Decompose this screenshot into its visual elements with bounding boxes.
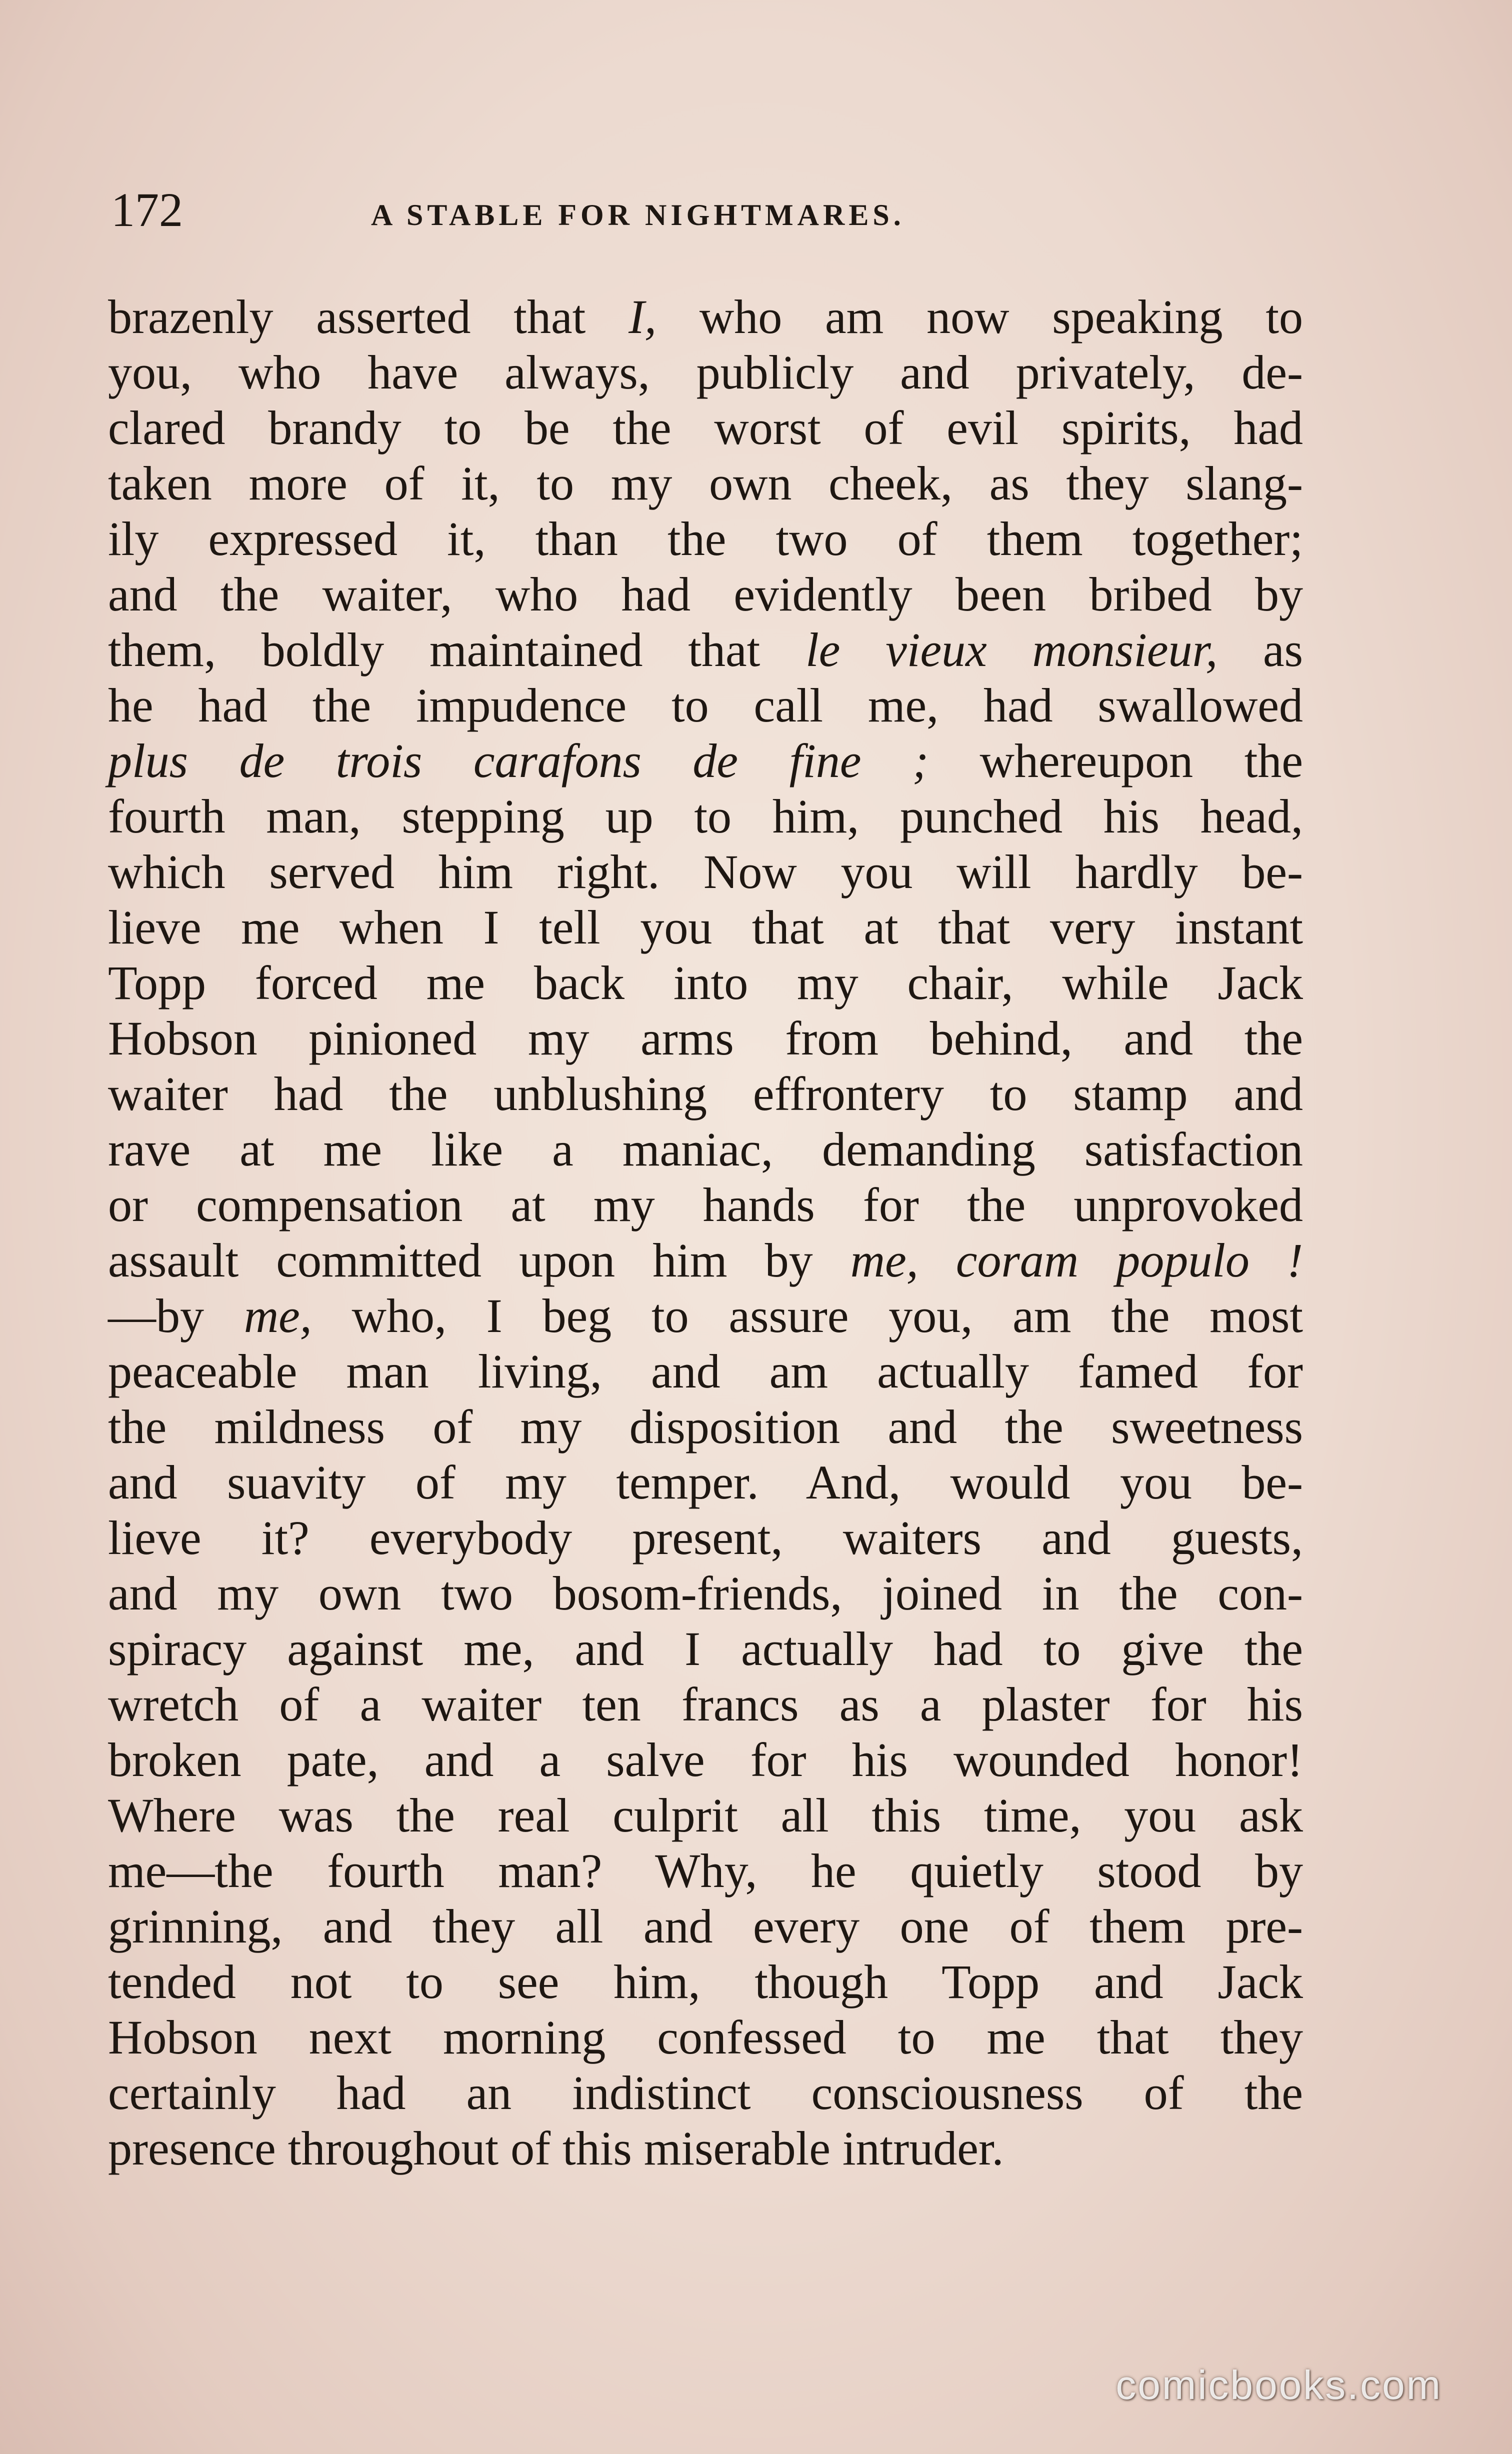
text-line	[108, 1399, 1303, 1454]
text-line	[108, 1676, 1303, 1732]
watermark: comicbooks.com	[1116, 2362, 1442, 2408]
text-segment: Where was the real culprit all this time, you ask	[108, 1788, 1303, 1842]
text-segment: rave at me like a maniac, demanding satisfaction	[108, 1122, 1303, 1176]
text-segment: clared brandy to be the worst of evil spirits, had	[108, 401, 1303, 454]
text-segment: wretch of a waiter ten francs as a plaster for his	[108, 1678, 1303, 1731]
text-segment: and suavity of my temper. And, would you be-	[108, 1456, 1303, 1509]
text-segment: certainly had an indistinct consciousness of the	[108, 2066, 1303, 2120]
text-segment: the mildness of my disposition and the sweetness	[108, 1400, 1303, 1454]
text-line	[108, 1177, 1303, 1232]
text-line	[108, 1566, 1303, 1621]
text-segment: taken more of it, to my own cheek, as they slang-	[108, 456, 1303, 510]
text-segment: who, I beg to assure you, am the most	[312, 1289, 1304, 1342]
text-segment: peaceable man living, and am actually famed for	[108, 1344, 1303, 1398]
text-segment: presence throughout of this miserable intruder.	[108, 2122, 1004, 2175]
italic-text: me,	[244, 1289, 312, 1342]
running-head: A STABLE FOR NIGHTMARES.	[371, 198, 905, 232]
text-line	[108, 344, 1303, 400]
text-segment: as	[1218, 623, 1303, 676]
text-line	[108, 1122, 1303, 1177]
text-segment: you, who have always, publicly and privately, de-	[108, 346, 1303, 399]
italic-text: plus de trois carafons de fine ;	[108, 734, 929, 788]
text-line	[108, 1621, 1303, 1676]
text-segment: he had the impudence to call me, had swallowed	[108, 678, 1303, 732]
text-line	[108, 900, 1303, 955]
text-line	[108, 1454, 1303, 1510]
text-segment: Hobson pinioned my arms from behind, and the	[108, 1012, 1303, 1065]
text-segment: or compensation at my hands for the unprovoked	[108, 1178, 1303, 1232]
text-line	[108, 788, 1303, 844]
text-segment: lieve it? everybody present, waiters and guests,	[108, 1511, 1303, 1564]
text-line	[108, 955, 1303, 1010]
text-segment: brazenly asserted that	[108, 290, 629, 344]
text-line	[108, 1510, 1303, 1566]
text-segment: tended not to see him, though Topp and Jack	[108, 1955, 1303, 2008]
text-segment: assault committed upon him by	[108, 1234, 850, 1287]
text-segment: Hobson next morning confessed to me that they	[108, 2010, 1303, 2064]
text-line	[108, 1288, 1303, 1344]
page-number: 172	[111, 183, 183, 236]
text-line	[108, 1344, 1303, 1399]
text-line	[108, 2010, 1303, 2065]
text-segment: waiter had the unblushing effrontery to stamp and	[108, 1067, 1303, 1120]
italic-text: I,	[628, 290, 657, 344]
text-segment: fourth man, stepping up to him, punched his head,	[108, 790, 1303, 843]
text-line	[108, 622, 1303, 678]
italic-text: me, coram populo !	[850, 1234, 1304, 1287]
text-segment: and my own two bosom-friends, joined in the con-	[108, 1566, 1303, 1620]
text-segment: Topp forced me back into my chair, while Jack	[108, 956, 1303, 1010]
text-line	[108, 1898, 1303, 1954]
text-segment: which served him right. Now you will hardly be-	[108, 845, 1303, 898]
text-line	[108, 566, 1303, 622]
text-line	[108, 2065, 1303, 2120]
text-line	[108, 1788, 1303, 1843]
text-segment: who am now speaking to	[656, 290, 1304, 344]
italic-text: le vieux monsieur,	[806, 623, 1218, 676]
text-line	[108, 1732, 1303, 1788]
text-segment: lieve me when I tell you that at that very instant	[108, 900, 1303, 954]
text-line	[108, 400, 1303, 456]
text-segment: and the waiter, who had evidently been bribed by	[108, 568, 1303, 621]
text-segment: ily expressed it, than the two of them together;	[108, 512, 1303, 566]
text-segment: broken pate, and a salve for his wounded honor!	[108, 1733, 1303, 1786]
text-line	[108, 1843, 1303, 1898]
text-line	[108, 456, 1303, 511]
body-text	[108, 289, 1303, 2176]
text-segment: —by	[108, 1289, 244, 1342]
text-line	[108, 1010, 1303, 1066]
text-line	[108, 1066, 1303, 1122]
text-line	[108, 2120, 1303, 2176]
text-line	[108, 289, 1303, 344]
text-line	[108, 1954, 1303, 2010]
text-line	[108, 1232, 1303, 1288]
text-line	[108, 844, 1303, 900]
text-segment: me—the fourth man? Why, he quietly stood by	[108, 1844, 1303, 1898]
text-line	[108, 733, 1303, 788]
text-segment: whereupon the	[928, 734, 1304, 788]
text-line	[108, 511, 1303, 566]
text-segment: grinning, and they all and every one of them pre-	[108, 1900, 1303, 1953]
text-segment: spiracy against me, and I actually had to give the	[108, 1622, 1303, 1676]
text-line	[108, 678, 1303, 733]
page-header	[111, 180, 1311, 240]
text-segment: them, boldly maintained that	[108, 623, 806, 676]
